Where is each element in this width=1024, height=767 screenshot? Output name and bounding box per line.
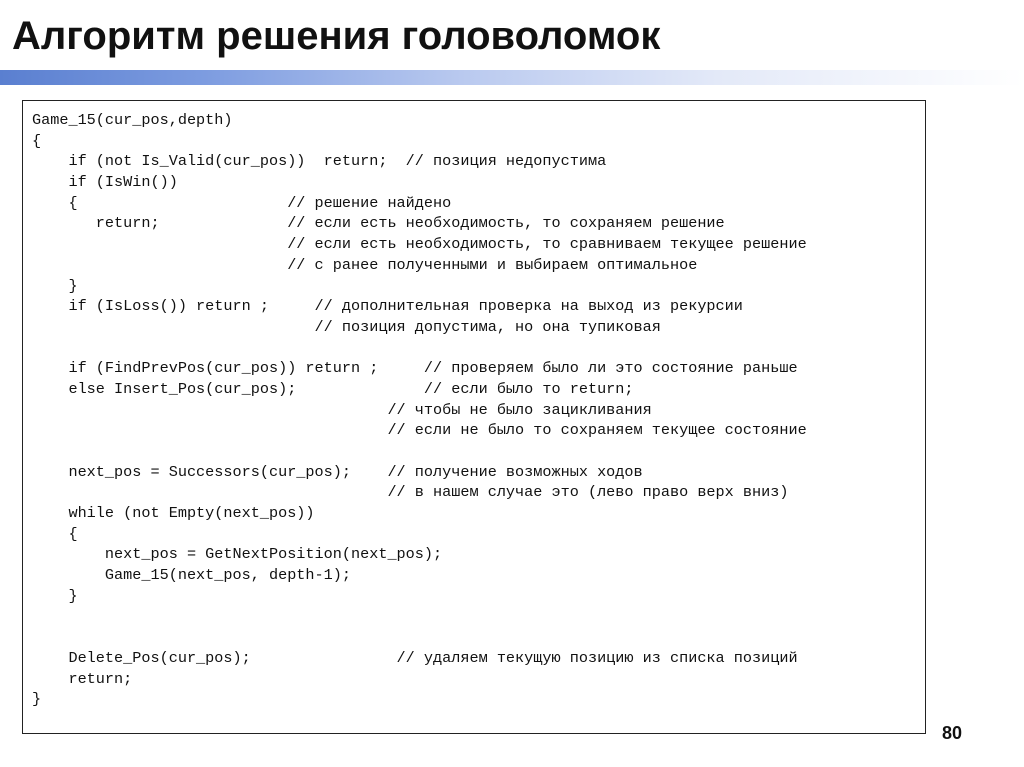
code-line: Delete_Pos(cur_pos); // удаляем текущую позицию из списка позиций (32, 648, 798, 667)
code-line: while (not Empty(next_pos)) (32, 504, 315, 523)
code-line: Game_15(cur_pos,depth) (32, 111, 233, 129)
page-number: 80 (942, 723, 963, 743)
code-line: if (IsLoss()) return ; // дополнительная проверка на выход из рекурсии (32, 297, 743, 316)
code-line (32, 441, 925, 462)
code-listing-box (22, 100, 926, 734)
code-line: if (FindPrevPos(cur_pos)) return ; // проверяем было ли это состояние раньше (32, 359, 798, 378)
code-line: // если есть необходимость, то сравниваем текущее решение (32, 235, 807, 254)
code-line: } (32, 276, 78, 295)
code-line: return; (32, 669, 133, 688)
code-line: next_pos = Successors(cur_pos); // получение возможных ходов (32, 462, 643, 481)
code-line: // чтобы не было зацикливания (32, 400, 652, 419)
code-line (32, 627, 925, 648)
title-gradient-rule (0, 70, 1024, 85)
code-line: { (32, 524, 78, 543)
code-line: Game_15(next_pos, depth-1); (32, 566, 351, 585)
code-listing (32, 110, 925, 710)
code-line: // в нашем случае это (лево право верх вниз) (32, 483, 789, 502)
slide-title: Алгоритм решения головоломок (12, 14, 661, 58)
code-line: // позиция допустима, но она тупиковая (32, 317, 661, 336)
code-line: else Insert_Pos(cur_pos); // если было то return; (32, 379, 634, 398)
code-line (32, 607, 925, 628)
code-line (32, 338, 925, 359)
code-line: } (32, 586, 78, 605)
code-line: { (32, 131, 42, 150)
code-line: // с ранее полученными и выбираем оптимальное (32, 255, 698, 274)
code-line: next_pos = GetNextPosition(next_pos); (32, 545, 443, 564)
code-line: if (IsWin()) (32, 173, 178, 192)
code-line: } (32, 690, 42, 709)
code-line: { // решение найдено (32, 193, 452, 212)
code-line: if (not Is_Valid(cur_pos)) return; // позиция недопустима (32, 152, 607, 171)
code-line: // если не было то сохраняем текущее состояние (32, 421, 807, 440)
code-line: return; // если есть необходимость, то сохраняем решение (32, 214, 725, 233)
